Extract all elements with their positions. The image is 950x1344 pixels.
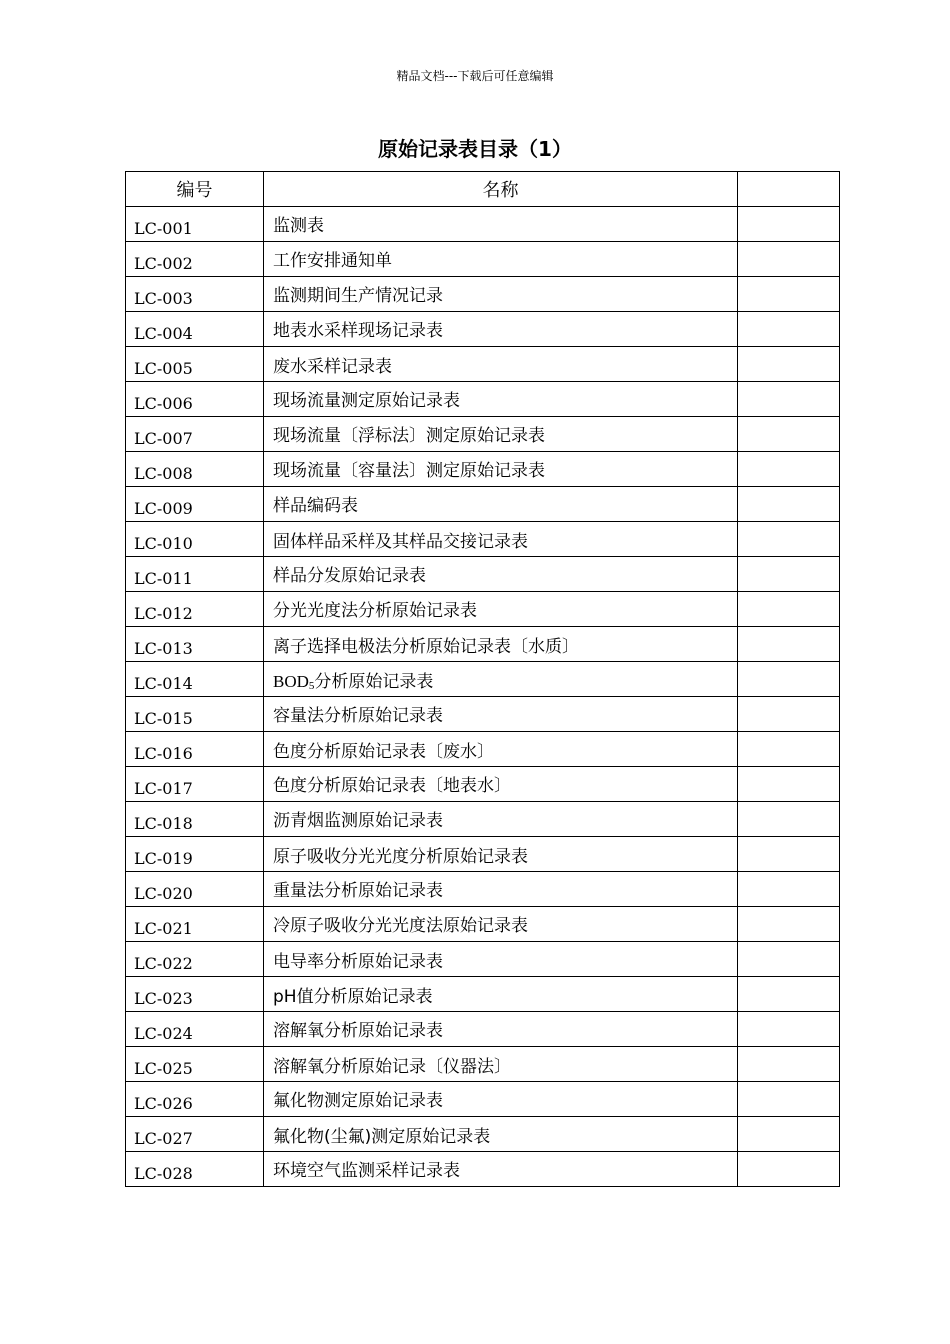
record-extra-cell: [738, 557, 840, 592]
record-name: 电导率分析原始记录表: [264, 942, 738, 977]
record-name: 离子选择电极法分析原始记录表〔水质〕: [264, 627, 738, 662]
table-row: [126, 1012, 840, 1047]
record-code: LC-018: [126, 802, 264, 837]
table-row: [126, 1047, 840, 1082]
record-extra-cell: [738, 942, 840, 977]
record-extra-cell: [738, 697, 840, 732]
record-name: 环境空气监测采样记录表: [264, 1152, 738, 1187]
record-extra-cell: [738, 452, 840, 487]
table-row: [126, 872, 840, 907]
table-row: [126, 1152, 840, 1187]
record-name: 氟化物(尘氟)测定原始记录表: [264, 1117, 738, 1152]
header-note: 精品文档---下载后可任意编辑: [396, 69, 554, 83]
record-name-subscript: 5: [308, 680, 315, 692]
table-row: [126, 767, 840, 802]
record-code: LC-023: [126, 977, 264, 1012]
table-row: [126, 452, 840, 487]
record-code: LC-008: [126, 452, 264, 487]
table-row: [126, 837, 840, 872]
record-name-main: BOD: [273, 672, 309, 691]
record-extra-cell: [738, 592, 840, 627]
record-extra-cell: [738, 627, 840, 662]
record-name: 溶解氧分析原始记录〔仪器法〕: [264, 1047, 738, 1082]
record-code: LC-020: [126, 872, 264, 907]
record-code: LC-012: [126, 592, 264, 627]
record-code: LC-014: [126, 662, 264, 697]
table-row: [126, 697, 840, 732]
record-code: LC-001: [126, 207, 264, 242]
record-code: LC-007: [126, 417, 264, 452]
record-code: LC-026: [126, 1082, 264, 1117]
record-extra-cell: [738, 487, 840, 522]
table-row: [126, 382, 840, 417]
records-table: [125, 171, 840, 1187]
record-name: 氟化物测定原始记录表: [264, 1082, 738, 1117]
record-name: 色度分析原始记录表〔地表水〕: [264, 767, 738, 802]
table-row: [126, 347, 840, 382]
record-code: LC-013: [126, 627, 264, 662]
record-extra-cell: [738, 872, 840, 907]
table-row: [126, 802, 840, 837]
record-code: LC-028: [126, 1152, 264, 1187]
record-code: LC-004: [126, 312, 264, 347]
record-name: 冷原子吸收分光光度法原始记录表: [264, 907, 738, 942]
column-header-name: 名称: [264, 172, 738, 207]
record-extra-cell: [738, 1047, 840, 1082]
table-row: [126, 977, 840, 1012]
record-name: 废水采样记录表: [264, 347, 738, 382]
record-name: 现场流量〔浮标法〕测定原始记录表: [264, 417, 738, 452]
table-row: [126, 487, 840, 522]
record-name: 样品编码表: [264, 487, 738, 522]
record-name: 监测期间生产情况记录: [264, 277, 738, 312]
table-row: [126, 942, 840, 977]
record-code: LC-025: [126, 1047, 264, 1082]
table-row: [126, 557, 840, 592]
record-extra-cell: [738, 1012, 840, 1047]
column-header-extra: [738, 172, 840, 207]
record-code: LC-002: [126, 242, 264, 277]
record-name: 地表水采样现场记录表: [264, 312, 738, 347]
record-name: 原子吸收分光光度分析原始记录表: [264, 837, 738, 872]
table-row: [126, 242, 840, 277]
page-title: 原始记录表目录（1）: [378, 137, 572, 161]
record-extra-cell: [738, 837, 840, 872]
record-name: 样品分发原始记录表: [264, 557, 738, 592]
record-code: LC-003: [126, 277, 264, 312]
record-name: 现场流量〔容量法〕测定原始记录表: [264, 452, 738, 487]
record-name: 容量法分析原始记录表: [264, 697, 738, 732]
record-extra-cell: [738, 1082, 840, 1117]
record-extra-cell: [738, 382, 840, 417]
record-code: LC-022: [126, 942, 264, 977]
table-header-row: [126, 172, 840, 207]
record-name: 重量法分析原始记录表: [264, 872, 738, 907]
table-row: [126, 662, 840, 697]
record-extra-cell: [738, 522, 840, 557]
record-extra-cell: [738, 312, 840, 347]
table-row: [126, 592, 840, 627]
record-code: LC-017: [126, 767, 264, 802]
record-extra-cell: [738, 1117, 840, 1152]
column-header-code: 编号: [126, 172, 264, 207]
record-name: 现场流量测定原始记录表: [264, 382, 738, 417]
record-extra-cell: [738, 242, 840, 277]
record-extra-cell: [738, 977, 840, 1012]
record-extra-cell: [738, 907, 840, 942]
table-row: [126, 312, 840, 347]
record-extra-cell: [738, 347, 840, 382]
record-code: LC-021: [126, 907, 264, 942]
table-row: [126, 732, 840, 767]
record-code: LC-027: [126, 1117, 264, 1152]
record-name: 沥青烟监测原始记录表: [264, 802, 738, 837]
record-code: LC-016: [126, 732, 264, 767]
record-code: LC-006: [126, 382, 264, 417]
table-row: [126, 1082, 840, 1117]
record-name: 分光光度法分析原始记录表: [264, 592, 738, 627]
table-row: [126, 207, 840, 242]
record-extra-cell: [738, 767, 840, 802]
record-name: [264, 662, 738, 697]
table-row: [126, 277, 840, 312]
record-extra-cell: [738, 207, 840, 242]
record-name: 溶解氧分析原始记录表: [264, 1012, 738, 1047]
table-row: [126, 627, 840, 662]
record-extra-cell: [738, 732, 840, 767]
record-extra-cell: [738, 802, 840, 837]
record-code: LC-010: [126, 522, 264, 557]
record-name-rest: 分析原始记录表: [314, 672, 434, 692]
record-extra-cell: [738, 1152, 840, 1187]
table-row: [126, 907, 840, 942]
table-row: [126, 1117, 840, 1152]
record-code: LC-011: [126, 557, 264, 592]
record-code: LC-019: [126, 837, 264, 872]
record-code: LC-005: [126, 347, 264, 382]
record-extra-cell: [738, 662, 840, 697]
record-extra-cell: [738, 277, 840, 312]
record-extra-cell: [738, 417, 840, 452]
table-row: [126, 522, 840, 557]
record-name: 工作安排通知单: [264, 242, 738, 277]
table-body: [126, 207, 840, 1187]
record-name: 监测表: [264, 207, 738, 242]
record-code: LC-024: [126, 1012, 264, 1047]
table-row: [126, 417, 840, 452]
record-code: LC-015: [126, 697, 264, 732]
record-code: LC-009: [126, 487, 264, 522]
record-name: 固体样品采样及其样品交接记录表: [264, 522, 738, 557]
record-name: pH值分析原始记录表: [264, 977, 738, 1012]
record-name: 色度分析原始记录表〔废水〕: [264, 732, 738, 767]
